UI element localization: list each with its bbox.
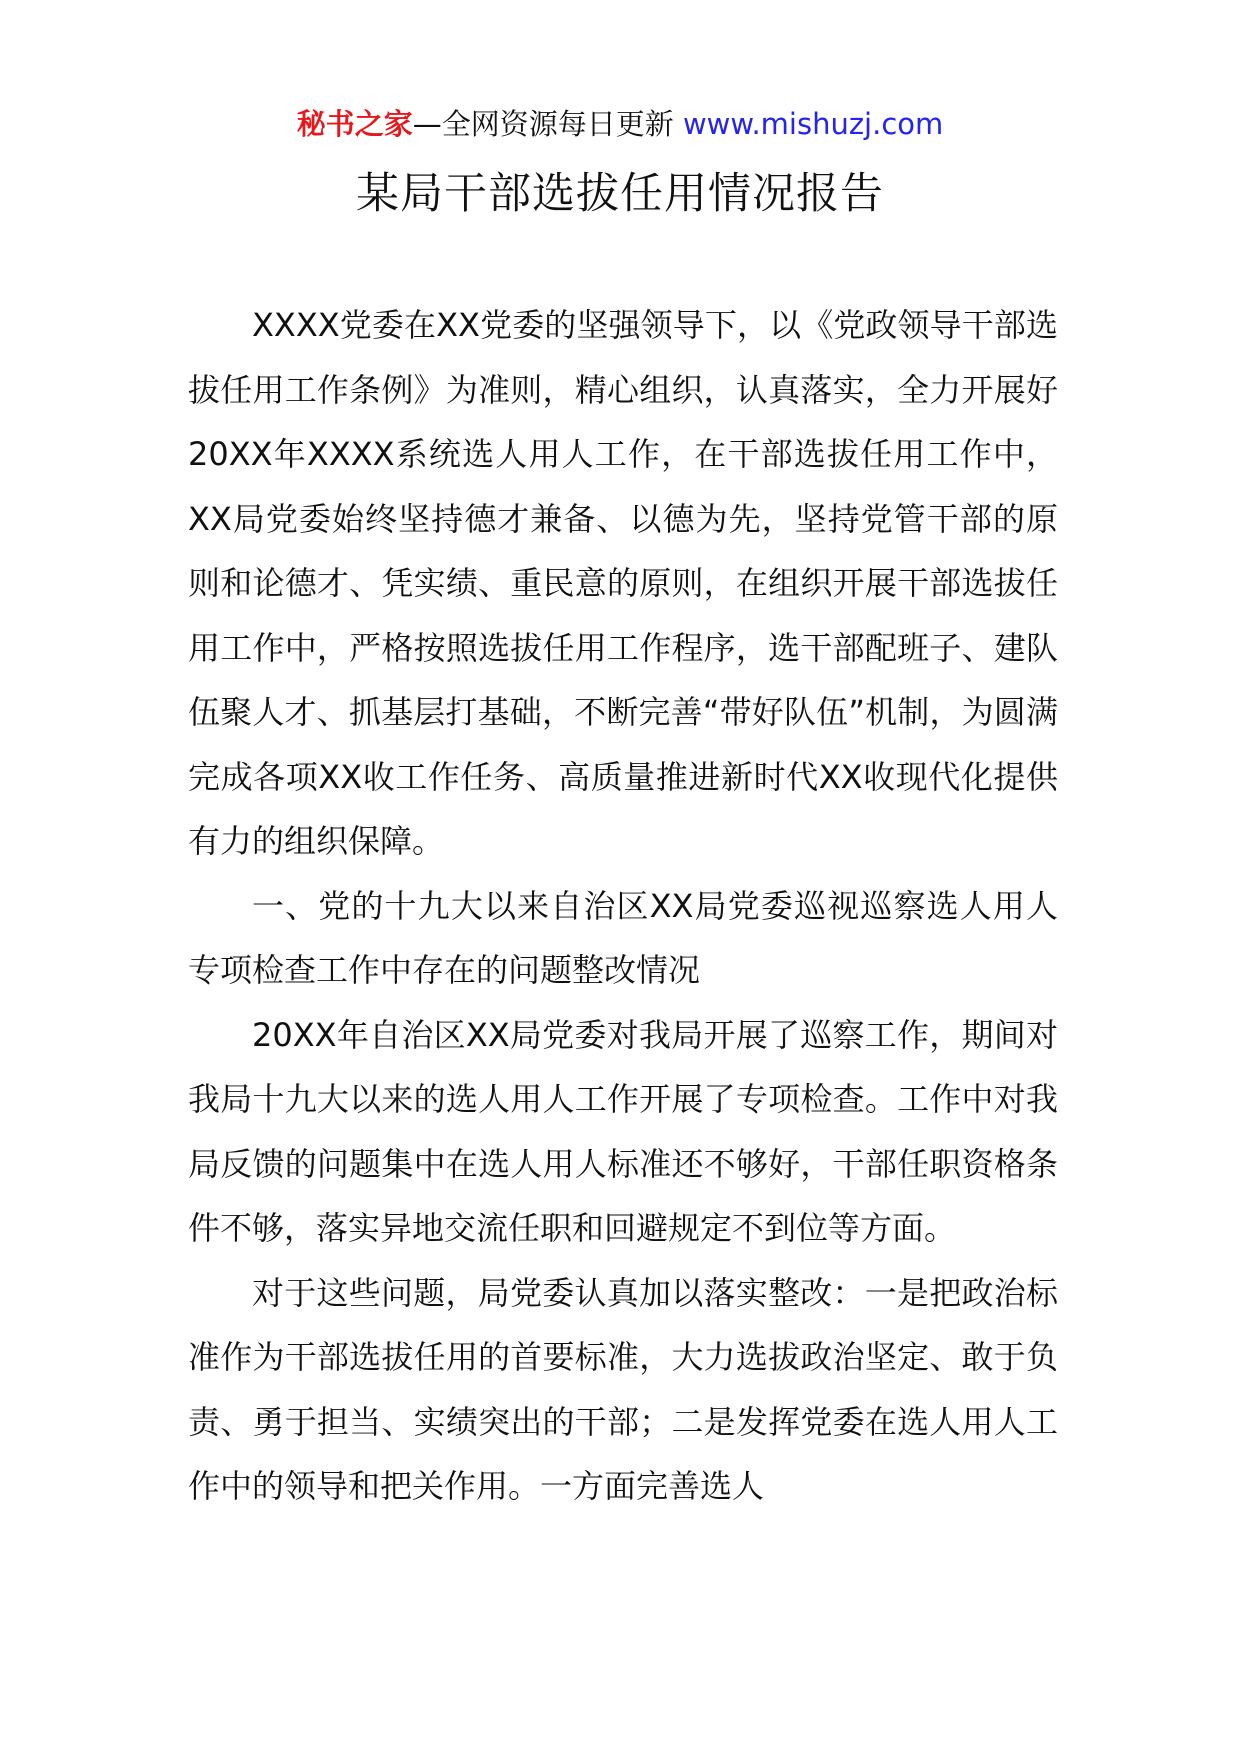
document-body	[188, 293, 1058, 1519]
source-header	[0, 104, 1240, 144]
section-heading-1: 一、党的十九大以来自治区XX局党委巡视巡察选人用人专项检查工作中存在的问题整改情况	[188, 886, 1058, 989]
website-link[interactable]: www.mishuzj.com	[682, 107, 944, 141]
inspection-paragraph: 20XX年自治区XX局党委对我局开展了巡察工作，期间对我局十九大以来的选人用人工作开展了专项检查。工作中对我局反馈的问题集中在选人用人标准还不够好，干部任职资格条件不够，落实异地交流任职和回避规定不到位等方面。	[188, 1015, 1058, 1247]
intro-paragraph: XXXX党委在XX党委的坚强领导下，以《党政领导干部选拔任用工作条例》为准则，精心组织，认真落实，全力开展好20XX年XXXX系统选人用人工作，在干部选拔任用工作中，XX局党委始终坚持德才兼备、以德为先，坚持党管干部的原则和论德才、凭实绩、重民意的原则，在组织开展干部选拔任用工作中，严格按照选拔任用工作程序，选干部配班子、建队伍聚人才、抓基层打基础，不断完善“带好队伍”机制，为圆满完成各项XX收工作任务、高质量推进新时代XX收现代化提供有力的组织保障。	[188, 306, 1058, 860]
document-title: 某局干部选拔任用情况报告	[356, 169, 884, 219]
header-slogan: —全网资源每日更新	[412, 107, 683, 141]
brand-name: 秘书之家	[296, 107, 413, 141]
rectification-paragraph: 对于这些问题，局党委认真加以落实整改：一是把政治标准作为干部选拔任用的首要标准，大力选拔政治坚定、敢于负责、勇于担当、实绩突出的干部；二是发挥党委在选人用人工作中的领导和把关作用。一方面完善选人	[188, 1273, 1058, 1505]
